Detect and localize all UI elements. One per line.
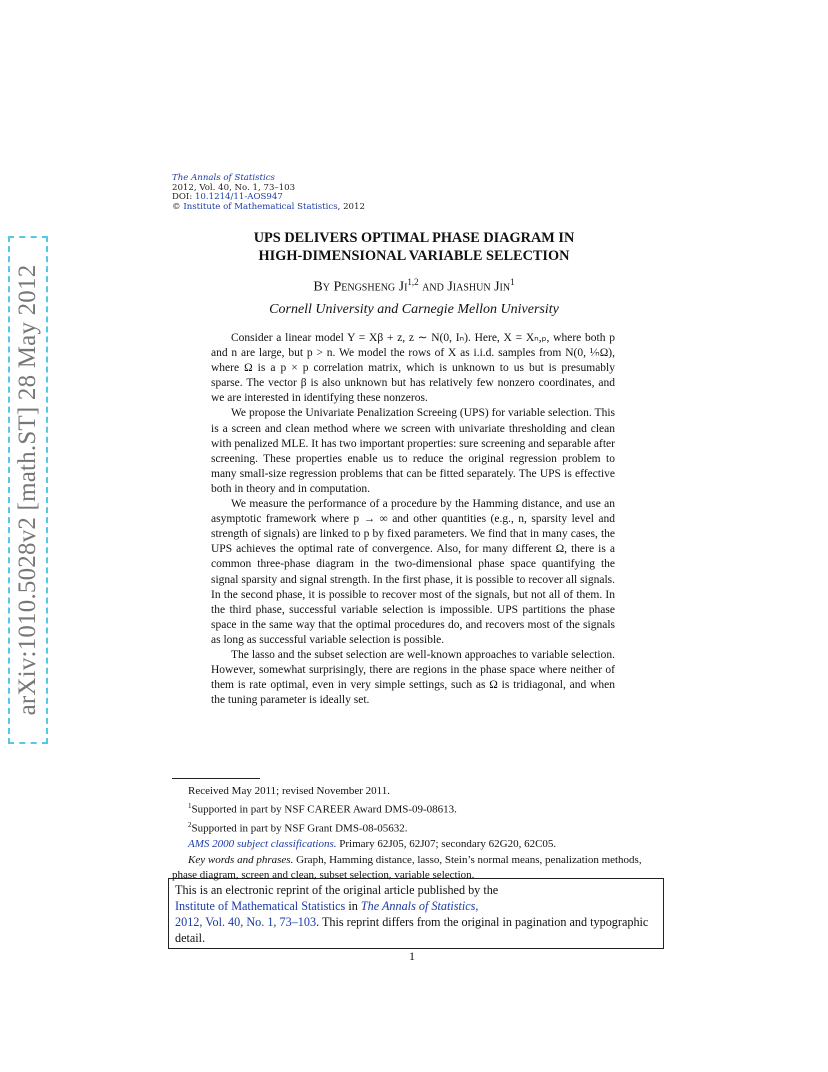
footnote-rule bbox=[172, 778, 260, 779]
copyright-year: , 2012 bbox=[337, 201, 365, 212]
and-word: and bbox=[422, 279, 444, 295]
footnote-1-mark: 1 bbox=[188, 802, 192, 811]
arxiv-id: arXiv:1010.5028v2 [math.ST] 28 May 2012 bbox=[14, 264, 41, 716]
title-line-2: HIGH-DIMENSIONAL VARIABLE SELECTION bbox=[258, 248, 570, 264]
abstract-paragraph-3: We measure the performance of a procedure by the Hamming distance, and use an asymptotic framework where p → ∞ and other quantities (e.g., n, sparsity level and strength of signals) are linked to p by fixed parameters. We find that in many cases, the UPS achieves the optimal rate of convergence. Also, for many different Ω, there is a common three-phase diagram in the two-dimensional phase space quantifying the signal sparsity and signal strength. In the first phase, it is possible to recover all signals. In the second phase, it is possible to recover most of the signals, but not all of them. In the third phase, successful variable selection is impossible. UPS partitions the phase space in the same way that the optimal procedures do, and recovers most of the signals as long as successful variable selection is possible. bbox=[211, 498, 615, 646]
paper-title bbox=[212, 229, 616, 265]
author-2-affil: 1 bbox=[510, 277, 515, 287]
ams-link[interactable]: AMS 2000 subject classifications. bbox=[188, 838, 337, 851]
received-note: Received May 2011; revised November 2011. bbox=[188, 785, 391, 797]
abstract-paragraph-4: The lasso and the subset selection are well-known approaches to variable selection. However, somewhat surprisingly, there are regions in the phase space where neither of them is rate optimal, even in very simple settings, such as Ω is tridiagonal, and when the tuning parameter is ideally set. bbox=[211, 648, 615, 707]
footnote-2-text: Supported in part by NSF Grant DMS-08-05632. bbox=[191, 822, 408, 835]
footnotes bbox=[172, 784, 642, 883]
journal-issue: 2012, Vol. 40, No. 1, 73–103 bbox=[172, 182, 296, 193]
copyright-icon: © bbox=[172, 201, 181, 212]
reprint-in: in bbox=[345, 899, 361, 913]
ams-codes: Primary 62J05, 62J07; secondary 62G20, 62C05. bbox=[336, 838, 557, 851]
institute-link[interactable]: Institute of Mathematical Statistics bbox=[183, 201, 338, 212]
reprint-volume-link[interactable]: 2012, Vol. 40, No. 1, 73–103 bbox=[175, 915, 317, 929]
journal-name-link[interactable]: The Annals of Statistics bbox=[172, 173, 275, 183]
footnote-2 bbox=[172, 818, 642, 837]
page-number: 1 bbox=[409, 949, 415, 963]
author-1-affil: 1,2 bbox=[407, 277, 419, 287]
reprint-institute-link[interactable]: Institute of Mathematical Statistics bbox=[175, 899, 346, 913]
abstract-paragraph-2: We propose the Univariate Penalization Screeing (UPS) for variable selection. This is a screen and clean method where we screen with univariate thresholding and clean with penalized MLE. It has two important properties: sure screening and separable after screening. These properties enable us to reduce the original regression problem to many small-size regression problems that can be fitted separately. The UPS is effective both in theory and in computation. bbox=[211, 407, 615, 495]
doi-label: DOI: bbox=[172, 192, 195, 203]
by-word: By bbox=[313, 279, 330, 295]
title-line-1: UPS DELIVERS OPTIMAL PHASE DIAGRAM IN bbox=[253, 230, 575, 246]
affiliation: Cornell University and Carnegie Mellon University bbox=[269, 302, 559, 317]
footnote-2-mark: 2 bbox=[188, 821, 192, 830]
abstract-paragraph-1: Consider a linear model Y = Xβ + z, z ∼ N(0, Iₙ). Here, X = Xₙ,ₚ, where both p and n are large, but p > n. We model the rows of X as i.i.d. samples from N(0, ¹⁄ₙΩ), where Ω is a p × p correlation matrix, which is unknown to us but is presumably sparse. The vector β is also unknown but has relatively few nonzero coordinates, and we are interested in identifying these nonzeros. bbox=[211, 332, 615, 405]
author-1: Pengsheng Ji bbox=[333, 279, 408, 295]
reprint-journal-link[interactable]: The Annals of Statistics bbox=[360, 899, 476, 913]
author-2: Jiashun Jin bbox=[447, 279, 511, 295]
keywords-label: Key words and phrases. bbox=[188, 853, 294, 866]
journal-header bbox=[172, 174, 365, 212]
ams-classification bbox=[172, 837, 642, 852]
doi-link[interactable]: 10.1214/11-AOS947 bbox=[194, 192, 283, 203]
footnote-1 bbox=[172, 799, 642, 818]
arxiv-sidebar-stamp[interactable] bbox=[8, 236, 48, 744]
reprint-comma: , bbox=[475, 899, 479, 913]
reprint-text-2: . This reprint differs from the original in pagination and typographic detail. bbox=[175, 915, 649, 945]
authors bbox=[212, 277, 616, 296]
reprint-text-1: This is an electronic reprint of the original article published by the bbox=[175, 883, 499, 897]
reprint-notice bbox=[168, 878, 664, 949]
footnote-1-text: Supported in part by NSF CAREER Award DMS-09-08613. bbox=[191, 803, 457, 816]
keywords-text: Graph, Hamming distance, lasso, Stein’s normal means, penalization methods, phase diagram, screen and clean, subset selection, variable selection. bbox=[172, 853, 642, 881]
abstract bbox=[211, 331, 615, 708]
